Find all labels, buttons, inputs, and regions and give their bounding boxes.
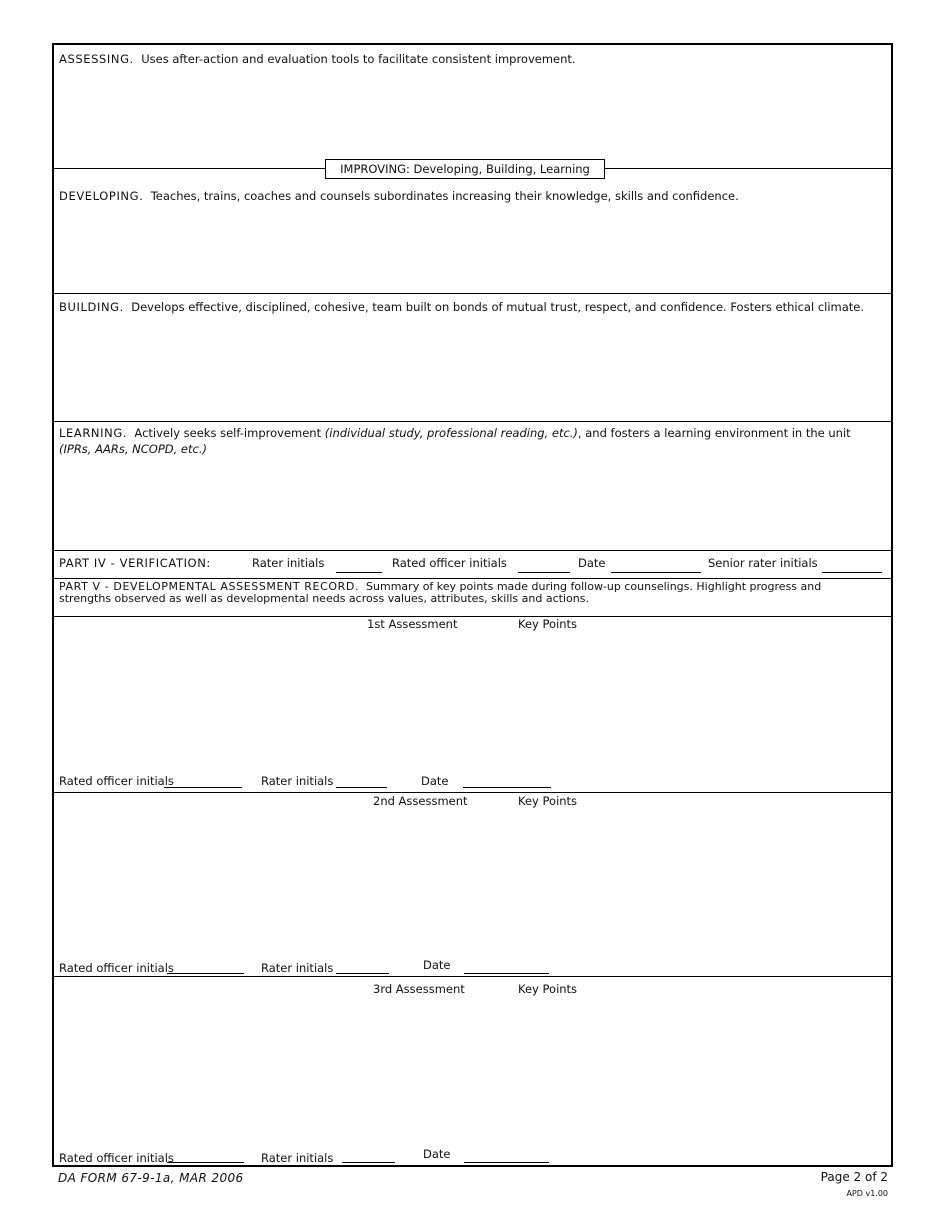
learning-title: LEARNING. — [59, 426, 128, 440]
assessing-text — [59, 51, 885, 67]
assessment-3-key-points: Key Points — [518, 982, 578, 996]
assessment-1-date-field[interactable] — [463, 787, 551, 788]
improving-caption: IMPROVING: Developing, Building, Learning — [325, 159, 605, 179]
part-v-text — [59, 581, 851, 605]
verification-rater-initials-label: Rater initials — [252, 556, 325, 570]
assessment-3-rater-initials-field[interactable] — [342, 1162, 395, 1163]
learning-text — [59, 425, 885, 457]
verification-senior-rater-initials-field[interactable] — [822, 572, 882, 573]
assessment-2-rater-initials-label: Rater initials — [261, 961, 334, 975]
assessment-1-rater-initials-label: Rater initials — [261, 774, 334, 788]
assessment-3-date-field[interactable] — [464, 1162, 549, 1163]
developing-title: DEVELOPING. — [59, 189, 144, 203]
assessment-2-title: 2nd Assessment — [373, 794, 468, 808]
part-v-description: Summary of key points made during follow-up counselings. Highlight progress and strengths observed as well as developmental needs across values, attributes, skills and actions. — [59, 580, 822, 605]
developing-text — [59, 188, 885, 204]
assessment-1-title: 1st Assessment — [367, 617, 458, 631]
part-v-section — [54, 579, 891, 617]
assessing-description: Uses after-action and evaluation tools to facilitate consistent improvement. — [141, 52, 576, 66]
assessment-2-rated-officer-initials-label: Rated officer initials — [59, 961, 174, 975]
assessment-3-date-label: Date — [423, 1147, 451, 1161]
verification-rated-officer-initials-label: Rated officer initials — [392, 556, 507, 570]
verification-rater-initials-field[interactable] — [336, 572, 382, 573]
assessment-1-key-points: Key Points — [518, 617, 578, 631]
assessment-2-rater-initials-field[interactable] — [336, 973, 389, 974]
version-label: APD v1.00 — [846, 1189, 888, 1198]
assessment-2-rated-officer-initials-field[interactable] — [167, 973, 244, 974]
developing-description: Teaches, trains, coaches and counsels subordinates increasing their knowledge, skills and confidence. — [150, 189, 739, 203]
assessment-3-rater-initials-label: Rater initials — [261, 1151, 334, 1165]
assessing-section[interactable] — [54, 45, 891, 169]
learning-description-b: (individual study, professional reading, etc.) — [324, 426, 578, 440]
verification-date-label: Date — [578, 556, 606, 570]
assessment-3-title: 3rd Assessment — [373, 982, 465, 996]
building-description: Develops effective, disciplined, cohesive, team built on bonds of mutual trust, respect, and confidence. Fosters ethical climate. — [131, 300, 865, 314]
learning-description-d: (IPRs, AARs, NCOPD, etc.) — [59, 442, 207, 456]
building-title: BUILDING. — [59, 300, 124, 314]
assessment-2-date-field[interactable] — [464, 973, 549, 974]
form-frame — [52, 43, 893, 1167]
assessment-1-section[interactable] — [54, 617, 891, 793]
building-text — [59, 299, 885, 315]
verification-date-field[interactable] — [611, 572, 701, 573]
learning-description-a: Actively seeks self-improvement — [134, 426, 325, 440]
part-v-title: PART V - DEVELOPMENTAL ASSESSMENT RECORD. — [59, 580, 360, 593]
assessment-3-rated-officer-initials-label: Rated officer initials — [59, 1151, 174, 1165]
developing-section[interactable] — [54, 162, 891, 294]
assessment-2-date-label: Date — [423, 958, 451, 972]
learning-description-c: , and fosters a learning environment in the unit — [577, 426, 851, 440]
verification-senior-rater-initials-label: Senior rater initials — [708, 556, 818, 570]
form-id: DA FORM 67-9-1a, MAR 2006 — [58, 1171, 244, 1185]
verification-rated-officer-initials-field[interactable] — [518, 572, 570, 573]
learning-section[interactable] — [54, 422, 891, 551]
verification-section — [54, 551, 891, 579]
assessment-3-section[interactable] — [54, 977, 891, 1165]
page-number: Page 2 of 2 — [820, 1170, 888, 1184]
building-section[interactable] — [54, 294, 891, 422]
assessment-1-rated-officer-initials-field[interactable] — [164, 787, 242, 788]
verification-title: PART IV - VERIFICATION: — [59, 556, 211, 570]
assessment-2-key-points: Key Points — [518, 794, 578, 808]
assessment-1-date-label: Date — [421, 774, 449, 788]
assessment-1-rated-officer-initials-label: Rated officer initials — [59, 774, 174, 788]
assessment-1-rater-initials-field[interactable] — [336, 787, 387, 788]
assessment-3-rated-officer-initials-field[interactable] — [167, 1162, 244, 1163]
assessing-title: ASSESSING. — [59, 52, 134, 66]
assessment-2-section[interactable] — [54, 793, 891, 977]
